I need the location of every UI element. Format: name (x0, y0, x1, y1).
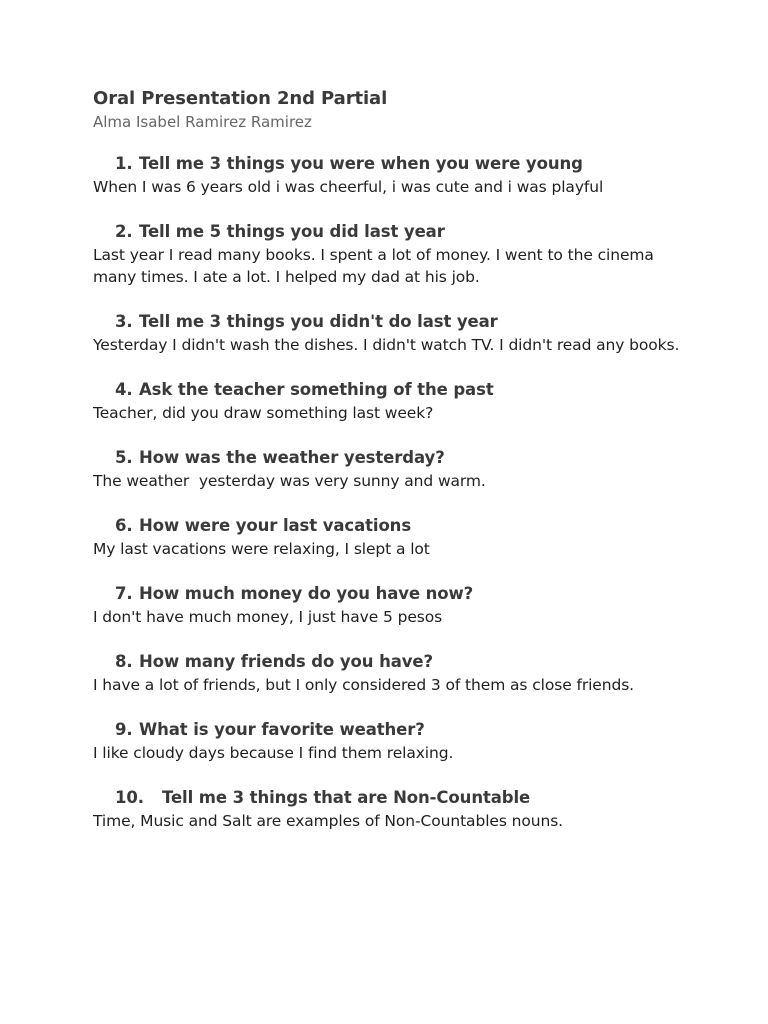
question-number: 2. (115, 222, 133, 241)
document-author: Alma Isabel Ramirez Ramirez (93, 113, 312, 131)
question-text: How were your last vacations (139, 516, 412, 535)
answer-text: Time, Music and Salt are examples of Non-Countables nouns. (93, 812, 563, 830)
question-number: 4. (115, 380, 133, 399)
answer-text: My last vacations were relaxing, I slept a lot (93, 540, 430, 558)
question-text: Tell me 5 things you did last year (139, 222, 445, 241)
answer-text: I have a lot of friends, but I only considered 3 of them as close friends. (93, 676, 635, 694)
qa-item (93, 514, 693, 560)
qa-item (93, 310, 693, 356)
question-number: 5. (115, 448, 133, 467)
question-text: Tell me 3 things you were when you were young (139, 154, 583, 173)
question-number: 6. (115, 516, 133, 535)
question-heading (93, 446, 693, 470)
question-heading (93, 152, 693, 176)
question-number: 8. (115, 652, 133, 671)
question-number: 7. (115, 584, 133, 603)
question-heading (93, 514, 693, 538)
answer-text: The weather yesterday was very sunny and warm. (93, 472, 486, 490)
question-text: How was the weather yesterday? (139, 448, 445, 467)
answer-text: Yesterday I didn't wash the dishes. I didn't watch TV. I didn't read any books. (93, 336, 680, 354)
answer-text: When I was 6 years old i was cheerful, i was cute and i was playful (93, 178, 604, 196)
question-heading (93, 310, 693, 334)
document-title: Oral Presentation 2nd Partial (93, 88, 388, 109)
qa-item (93, 582, 693, 628)
question-heading (93, 220, 693, 244)
question-text: How much money do you have now? (139, 584, 474, 603)
answer-text: I like cloudy days because I find them relaxing. (93, 744, 454, 762)
question-number: 3. (115, 312, 133, 331)
qa-item (93, 220, 693, 288)
question-heading (93, 786, 693, 810)
question-text: Tell me 3 things you didn't do last year (139, 312, 498, 331)
question-text: Tell me 3 things that are Non-Countable (162, 788, 531, 807)
qa-item (93, 446, 693, 492)
question-text: What is your favorite weather? (139, 720, 425, 739)
qa-item (93, 152, 693, 198)
question-number: 9. (115, 720, 133, 739)
question-text: How many friends do you have? (139, 652, 433, 671)
qa-item (93, 718, 693, 764)
question-heading (93, 650, 693, 674)
question-text: Ask the teacher something of the past (139, 380, 494, 399)
qa-item (93, 378, 693, 424)
question-heading (93, 378, 693, 402)
answer-text: I don't have much money, I just have 5 pesos (93, 608, 443, 626)
answer-text: Teacher, did you draw something last week? (93, 404, 434, 422)
qa-item (93, 650, 693, 696)
question-heading (93, 582, 693, 606)
question-number: 1. (115, 154, 133, 173)
question-heading (93, 718, 693, 742)
answer-text: Last year I read many books. I spent a lot of money. I went to the cinema many times. I ate a lot. I helped my dad at his job. (93, 246, 659, 286)
document-page (93, 86, 693, 854)
qa-item (93, 786, 693, 832)
question-number: 10. (115, 788, 144, 807)
